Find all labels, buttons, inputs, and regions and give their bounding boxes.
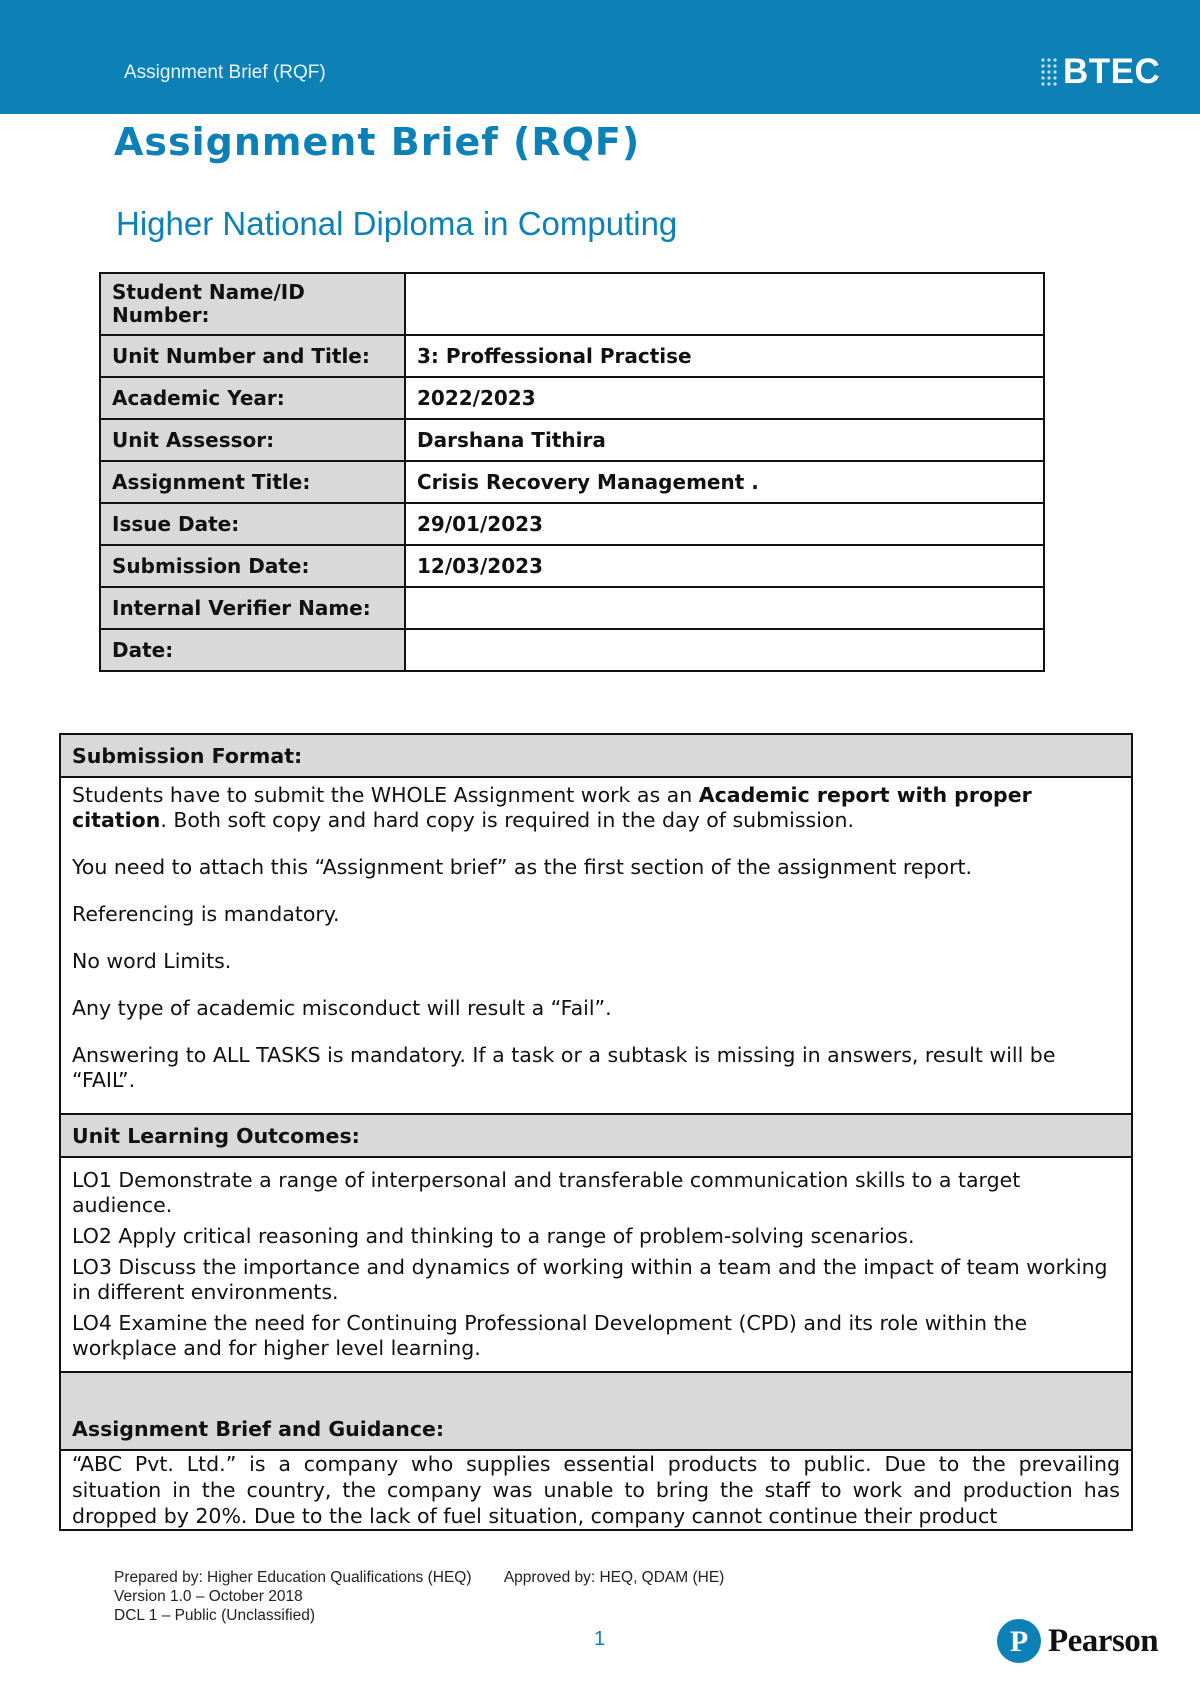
assignment-details-table	[59, 733, 1133, 1531]
btec-logo	[1040, 52, 1160, 92]
guidance-body	[60, 1450, 1132, 1530]
submission-format-paragraph: You need to attach this “Assignment brief” as the first section of the assignment report.	[72, 855, 973, 879]
submission-format-paragraph: No word Limits.	[72, 949, 232, 973]
learning-outcome-item: LO3 Discuss the importance and dynamics of working within a team and the impact of team working in different environments.	[72, 1255, 1108, 1304]
table-row	[100, 419, 1044, 461]
issue-date-label: Issue Date:	[100, 503, 405, 545]
student-info-table	[99, 272, 1045, 672]
submission-format-heading: Submission Format:	[60, 734, 1132, 777]
student-name-label: Student Name/ID Number:	[100, 273, 405, 335]
text-span: . Both soft copy and hard copy is required in the day of submission.	[160, 808, 854, 832]
academic-year-value: 2022/2023	[405, 377, 1044, 419]
academic-year-label: Academic Year:	[100, 377, 405, 419]
internal-verifier-value	[405, 587, 1044, 629]
btec-dots-icon	[1040, 55, 1060, 89]
header-band	[0, 0, 1200, 114]
pearson-p-icon	[996, 1618, 1042, 1664]
table-row	[100, 587, 1044, 629]
page-title: Assignment Brief (RQF)	[114, 120, 641, 164]
approved-by: Approved by: HEQ, QDAM (HE)	[503, 1569, 725, 1586]
page-number: 1	[594, 1628, 606, 1650]
submission-format-paragraph: Referencing is mandatory.	[72, 902, 340, 926]
learning-outcome-item: LO1 Demonstrate a range of interpersonal and transferable communication skills to a target audience.	[72, 1168, 1021, 1217]
footer-info	[114, 1568, 724, 1625]
date-label: Date:	[100, 629, 405, 671]
table-row	[100, 629, 1044, 671]
assignment-title-label: Assignment Title:	[100, 461, 405, 503]
submission-format-paragraph	[72, 783, 1120, 833]
submission-format-body	[60, 777, 1132, 1114]
table-row	[100, 503, 1044, 545]
table-row	[100, 461, 1044, 503]
date-value	[405, 629, 1044, 671]
table-row	[100, 335, 1044, 377]
table-row	[60, 734, 1132, 777]
table-row	[100, 377, 1044, 419]
pearson-logo-text: Pearson	[1048, 1622, 1159, 1659]
internal-verifier-label: Internal Verifier Name:	[100, 587, 405, 629]
submission-date-value: 12/03/2023	[405, 545, 1044, 587]
page-subtitle: Higher National Diploma in Computing	[116, 205, 678, 242]
student-name-value	[405, 273, 1044, 335]
learning-outcomes-body	[60, 1157, 1132, 1372]
unit-number-value: 3: Proffessional Practise	[405, 335, 1044, 377]
guidance-heading: Assignment Brief and Guidance:	[60, 1372, 1132, 1450]
table-row	[60, 1157, 1132, 1372]
learning-outcome-item: LO2 Apply critical reasoning and thinking to a range of problem-solving scenarios.	[72, 1224, 915, 1248]
header-title: Assignment Brief (RQF)	[124, 62, 326, 83]
submission-date-label: Submission Date:	[100, 545, 405, 587]
table-row	[60, 1114, 1132, 1157]
classification-text: DCL 1 – Public (Unclassified)	[114, 1607, 316, 1624]
unit-assessor-value: Darshana Tithira	[405, 419, 1044, 461]
unit-number-label: Unit Number and Title:	[100, 335, 405, 377]
table-row	[100, 545, 1044, 587]
table-row	[60, 1372, 1132, 1450]
text-span: Students have to submit the WHOLE Assignment work as an	[72, 783, 699, 807]
table-row	[100, 273, 1044, 335]
guidance-text: “ABC Pvt. Ltd.” is a company who supplies essential products to public. Due to the prevailing situation in the country, the company was unable to bring the staff to work and production has dropped by 20%. Due to the lack of fuel situation, company cannot continue their product	[72, 1452, 1120, 1528]
learning-outcome-item: LO4 Examine the need for Continuing Professional Development (CPD) and its role within the workplace and for higher level learning.	[72, 1311, 1028, 1360]
submission-format-paragraph: Answering to ALL TASKS is mandatory. If a task or a subtask is missing in answers, result will be “FAIL”.	[72, 1043, 1056, 1092]
learning-outcomes-heading: Unit Learning Outcomes:	[60, 1114, 1132, 1157]
pearson-logo	[996, 1618, 1158, 1664]
prepared-by: Prepared by: Higher Education Qualifications (HEQ)	[114, 1569, 472, 1586]
assignment-title-value: Crisis Recovery Management .	[405, 461, 1044, 503]
btec-logo-text: BTEC	[1063, 52, 1161, 91]
pearson-p-letter: P	[1009, 1625, 1029, 1658]
table-row	[60, 777, 1132, 1114]
unit-assessor-label: Unit Assessor:	[100, 419, 405, 461]
bold-text-span: Academic report with proper citation	[72, 783, 1032, 832]
issue-date-value: 29/01/2023	[405, 503, 1044, 545]
footer-row	[114, 1568, 724, 1587]
table-row	[60, 1450, 1132, 1530]
version-text: Version 1.0 – October 2018	[114, 1588, 303, 1605]
submission-format-paragraph: Any type of academic misconduct will result a “Fail”.	[72, 996, 612, 1020]
